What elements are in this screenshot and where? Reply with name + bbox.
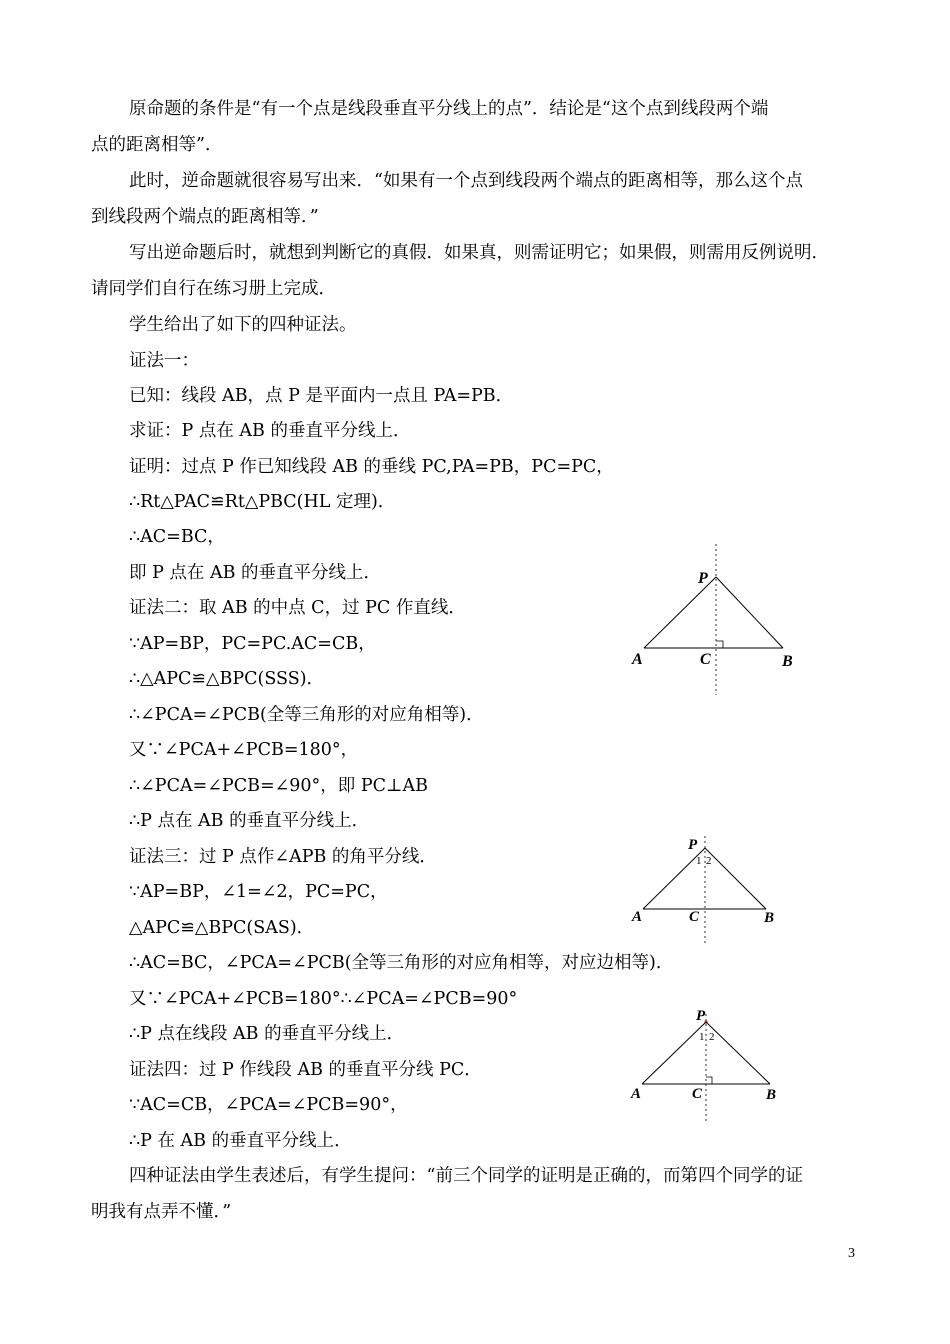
right-angle-mark: [706, 1077, 712, 1084]
segment-pb: [716, 577, 783, 648]
text-line: ∴P 在 AB 的垂直平分线上．: [129, 1131, 352, 1151]
text-line: ∴∠PCA=∠PCB=∠90°，即 PC⊥AB: [129, 776, 428, 796]
text-line: 明我有点弄不懂．”: [91, 1202, 232, 1222]
segment-pa: [642, 1022, 706, 1084]
angle-label-2: 2: [709, 1031, 715, 1043]
text-line: 到线段两个端点的距离相等．”: [91, 207, 319, 227]
angle-label-1: 1: [696, 855, 702, 867]
text-line: 证法一：: [129, 351, 199, 371]
text-line: 即 P 点在 AB 的垂直平分线上．: [129, 563, 382, 583]
label-b: B: [766, 1087, 777, 1103]
text-line: ∵AP=BP，∠1=∠2，PC=PC，: [129, 882, 388, 902]
angle-label-1: 1: [699, 1031, 705, 1043]
text-line: 写出逆命题后时，就想到判断它的真假．如果真，则需证明它；如果假，则需用反例说明．: [129, 243, 829, 263]
text-line: ∴P 点在 AB 的垂直平分线上．: [129, 811, 370, 831]
segment-pb: [705, 848, 766, 909]
text-line: 证法二：取 AB 的中点 C，过 PC 作直线．: [129, 598, 466, 618]
angle-label-2: 2: [706, 855, 712, 867]
text-line: 又∵∠PCA+∠PCB=180°∴∠PCA=∠PCB=90°: [129, 989, 518, 1009]
text-line: △APC≌△BPC(SAS)．: [129, 918, 315, 938]
right-angle-mark: [716, 641, 723, 648]
text-line: ∴Rt△PAC≌Rt△PBC(HL 定理)．: [129, 492, 396, 512]
triangle-figure-2: [620, 830, 800, 950]
page-number: 3: [848, 1246, 855, 1261]
label-a: A: [632, 909, 643, 925]
label-c: C: [689, 909, 700, 925]
text-line: ∵AC=CB，∠PCA=∠PCB=90°，: [129, 1095, 408, 1115]
label-a: A: [631, 1086, 642, 1102]
label-p: P: [696, 1008, 706, 1024]
label-b: B: [782, 653, 793, 670]
label-b: B: [764, 910, 775, 926]
text-line: ∴AC=BC，: [129, 527, 225, 547]
text-line: ∴AC=BC，∠PCA=∠PCB(全等三角形的对应角相等，对应边相等)．: [129, 953, 674, 973]
label-p: P: [698, 570, 708, 587]
text-line: 原命题的条件是“有一个点是线段垂直平分线上的点”．结论是“这个点到线段两个端: [129, 99, 769, 119]
label-a: A: [632, 651, 643, 668]
label-c: C: [700, 651, 711, 668]
text-line: 证明：过点 P 作已知线段 AB 的垂线 PC,PA=PB，PC=PC，: [129, 457, 614, 477]
text-line: 证法三：过 P 点作∠APB 的角平分线．: [129, 847, 437, 867]
label-p: P: [688, 837, 698, 853]
text-line: 四种证法由学生表述后，有学生提问：“前三个同学的证明是正确的，而第四个同学的证: [129, 1166, 803, 1186]
text-line: 已知：线段 AB，点 P 是平面内一点且 PA=PB．: [129, 386, 514, 406]
segment-pb: [706, 1022, 770, 1084]
text-line: 请同学们自行在练习册上完成．: [91, 279, 336, 299]
text-line: 学生给出了如下的四种证法。: [129, 315, 357, 335]
text-line: 此时，逆命题就很容易写出来．“如果有一个点到线段两个端点的距离相等，那么这个点: [129, 171, 803, 191]
text-line: ∴∠PCA=∠PCB(全等三角形的对应角相等)．: [129, 705, 484, 725]
text-line: 证法四：过 P 作线段 AB 的垂直平分线 PC．: [129, 1060, 482, 1080]
text-line: 又∵∠PCA+∠PCB=180°，: [129, 740, 359, 760]
triangle-figure-3: [620, 1000, 800, 1130]
text-line: ∴P 点在线段 AB 的垂直平分线上．: [129, 1024, 405, 1044]
triangle-figure-1: [620, 540, 820, 700]
text-line: ∴△APC≌△BPC(SSS)．: [129, 669, 325, 689]
text-line: 求证：P 点在 AB 的垂直平分线上．: [129, 421, 411, 441]
segment-pa: [644, 577, 716, 648]
text-line: ∵AP=BP，PC=PC.AC=CB，: [129, 634, 376, 654]
text-line: 点的距离相等”．: [91, 135, 223, 155]
label-c: C: [692, 1086, 703, 1102]
